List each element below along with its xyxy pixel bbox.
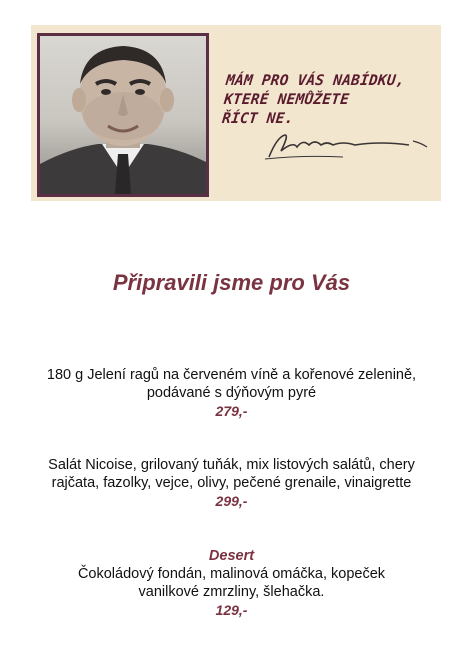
quote-text <box>221 72 442 129</box>
portrait-frame <box>37 33 209 197</box>
menu-item-1-line-2: podávané s dýňovým pyré <box>146 385 317 401</box>
header-banner <box>31 25 441 201</box>
menu-item-3-line-2: vanilkové zmrzliny, šlehačka. <box>138 584 325 600</box>
menu-item-1-price: 279,- <box>215 403 248 419</box>
menu-item-2-price: 299,- <box>215 493 248 509</box>
menu-item-3 <box>0 547 463 619</box>
menu-item-1 <box>0 366 463 420</box>
signature-icon <box>263 129 433 163</box>
menu-item-3-line-1: Čokoládový fondán, malinová omáčka, kopeček <box>77 566 386 582</box>
portrait-illustration-icon <box>40 36 206 194</box>
quote-line-2: KTERÉ NEMŮŽETE <box>223 92 350 108</box>
menu-item-2-line-2: rajčata, fazolky, vejce, olivy, pečené grenaile, vinaigrette <box>51 475 412 491</box>
quote-line-3: ŘÍCT NE. <box>221 111 295 127</box>
menu-item-1-line-1: 180 g Jelení ragů na červeném víně a kořenové zelenině, <box>46 367 417 383</box>
portrait-photo <box>40 36 206 194</box>
menu-item-2 <box>0 456 463 510</box>
menu-section-desert: Desert <box>208 548 255 564</box>
menu-item-3-price: 129,- <box>215 602 248 618</box>
menu-item-2-line-1: Salát Nicoise, grilovaný tuňák, mix listových salátů, chery <box>48 457 415 473</box>
quote-line-1: MÁM PRO VÁS NABÍDKU, <box>225 73 406 89</box>
page-title: Připravili jsme pro Vás <box>112 270 351 295</box>
